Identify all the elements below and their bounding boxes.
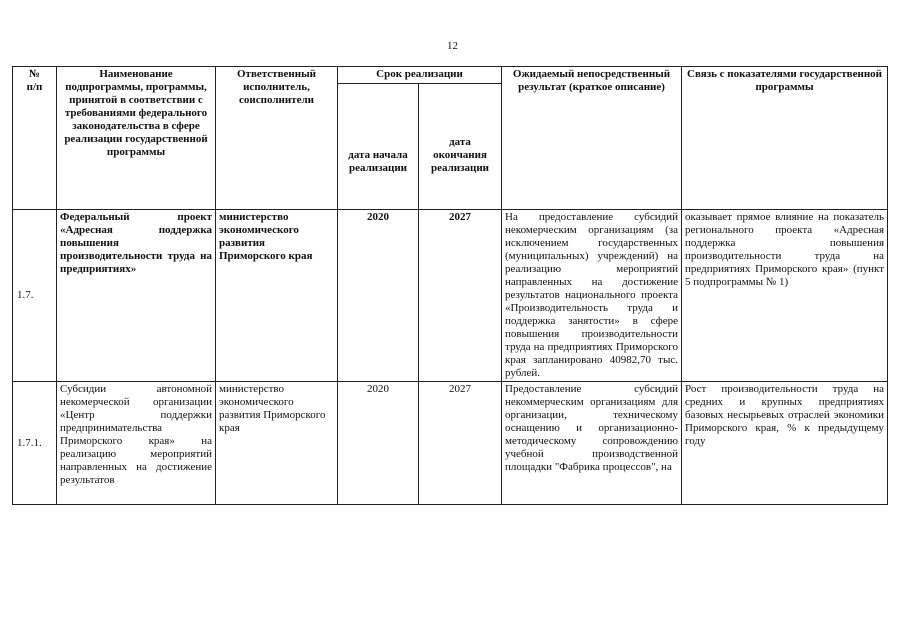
header-result: Ожидаемый непосредственный результат (краткое описание) xyxy=(502,67,682,210)
header-start: дата начала реализации xyxy=(338,84,419,210)
row-end: 2027 xyxy=(419,210,502,382)
row-result: Предоставление субсидий некоммерческим организациям для организации, техническому оснащению и организационно-методическому сопровождению учебной производственной площадки "Фабрика процессов", на xyxy=(502,382,682,505)
header-end: дата окончания реализации xyxy=(419,84,502,210)
row-result: На предоставление субсидий некомерческим организациям (за исключением государственных (муниципальных) учреждений) на реализацию мероприятий направленных на достижение результатов национального проекта «Производительность труда и поддержка занятости» в сфере повышения производительности труда на предприятиях Приморского края запланировано 40982,70 тыс. рублей. xyxy=(502,210,682,382)
header-executor: Ответственный исполнитель, соисполнители xyxy=(216,67,338,210)
row-name: Федеральный проект «Адресная поддержка повышения производительности труда на предприятиях» xyxy=(57,210,216,382)
row-executor: министерство экономического развития Приморского края xyxy=(216,210,338,382)
row-start: 2020 xyxy=(338,210,419,382)
row-num: 1.7.1. xyxy=(13,382,57,505)
table-row xyxy=(13,210,888,382)
row-num: 1.7. xyxy=(13,210,57,382)
row-link: Рост производительности труда на средних и крупных предприятиях базовых несырьевых отраслей экономики Приморского края, % к предыдущему году xyxy=(682,382,888,505)
row-name: Субсидии автономной некомерческой организации «Центр поддержки предпринимательства Приморского края» на реализацию мероприятий направленных на достижение результатов xyxy=(57,382,216,505)
header-num: № п/п xyxy=(13,67,57,210)
header-period: Срок реализации xyxy=(338,67,502,84)
row-start: 2020 xyxy=(338,382,419,505)
page-number: 12 xyxy=(447,40,458,52)
table-row xyxy=(13,382,888,505)
header-row xyxy=(13,67,888,84)
header-name: Наименование подпрограммы, программы, принятой в соответствии с требованиями федерального законодательства в сфере реализации государственной программы xyxy=(57,67,216,210)
row-executor: министерство экономического развития Приморского края xyxy=(216,382,338,505)
row-end: 2027 xyxy=(419,382,502,505)
row-link: оказывает прямое влияние на показатель регионального проекта «Адресная поддержка повышения производительности труда на предприятиях Приморского края» (пункт 5 подпрограммы № 1) xyxy=(682,210,888,382)
header-link: Связь с показателями государственной программы xyxy=(682,67,888,210)
program-table xyxy=(12,66,888,505)
